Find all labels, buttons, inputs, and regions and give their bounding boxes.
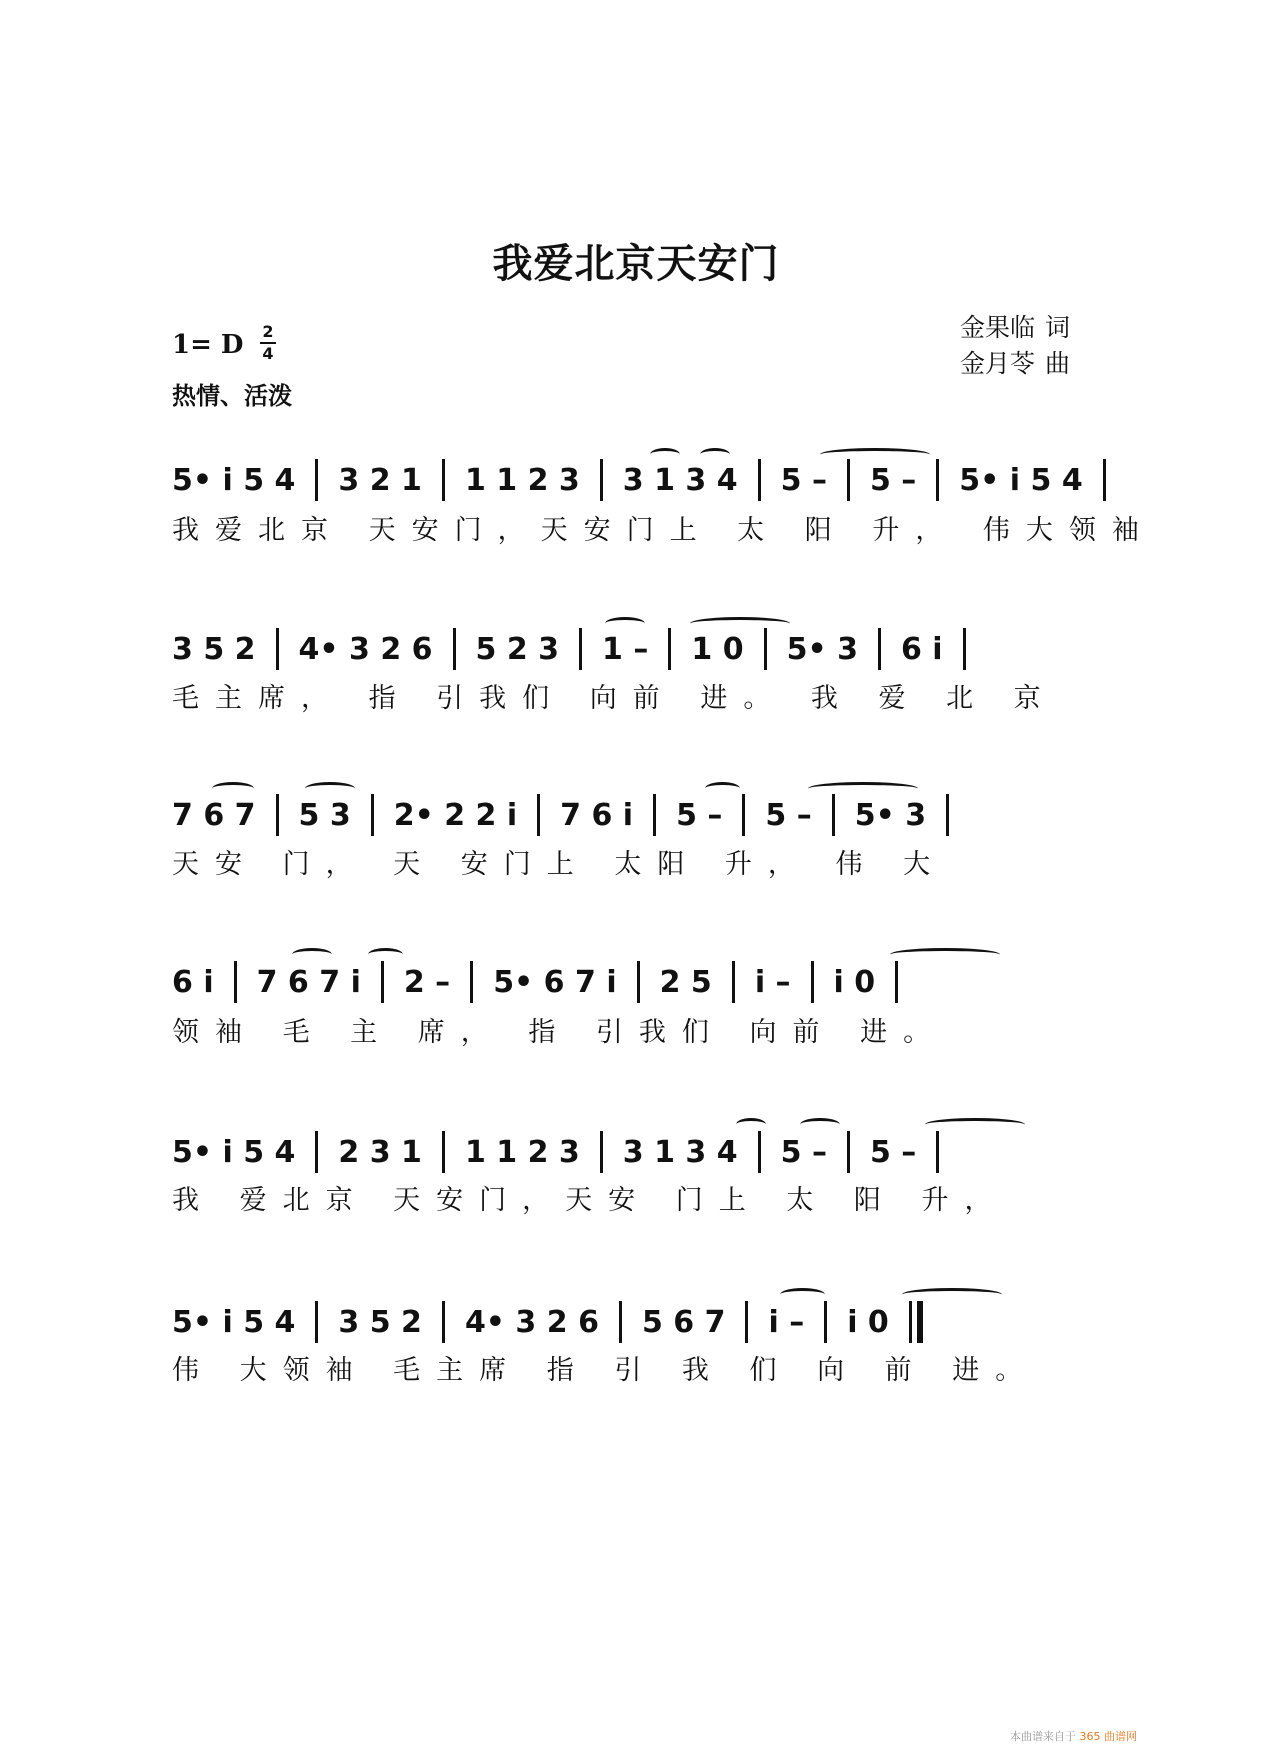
lyricist-credit bbox=[960, 310, 1190, 346]
key-signature: 1= D bbox=[172, 330, 244, 360]
barline bbox=[832, 794, 835, 836]
time-signature bbox=[260, 323, 276, 363]
barline bbox=[453, 628, 456, 670]
barline bbox=[936, 1131, 939, 1173]
notes-row bbox=[172, 793, 1112, 837]
barline bbox=[653, 794, 656, 836]
composer-role: 曲 bbox=[1045, 349, 1071, 378]
measure: i 0 bbox=[833, 964, 876, 1000]
measure: 2 3 1 bbox=[338, 1134, 422, 1170]
lyricist-name: 金果临 bbox=[960, 313, 1036, 342]
measure: 5• i 5 4 bbox=[959, 462, 1083, 498]
barline bbox=[936, 459, 939, 501]
notes-row bbox=[172, 458, 1112, 502]
lyrics-row: 毛主席， 指 引我们 向前 进。 我 爱 北 京 bbox=[172, 683, 1057, 714]
barline bbox=[745, 1301, 748, 1343]
slur-mark bbox=[820, 448, 930, 461]
measure: 1 – bbox=[602, 631, 649, 667]
measure: 6 i bbox=[172, 964, 214, 1000]
measure: 5 – bbox=[869, 1134, 917, 1170]
measure: 3 1 3 4 bbox=[622, 1134, 738, 1170]
measure: 1 1 2 3 bbox=[464, 1134, 580, 1170]
measure: 3 1 3 4 bbox=[622, 462, 738, 498]
barline bbox=[637, 961, 640, 1003]
slur-mark bbox=[705, 782, 740, 795]
notes-row bbox=[172, 960, 1112, 1004]
barline bbox=[758, 1131, 761, 1173]
credits bbox=[960, 310, 1190, 382]
barline bbox=[764, 628, 767, 670]
final-barline bbox=[909, 1301, 923, 1343]
measure: 5• i 5 4 bbox=[172, 1134, 296, 1170]
watermark-accent: 365 曲谱网 bbox=[1079, 1730, 1137, 1743]
barline bbox=[811, 961, 814, 1003]
measure: 7 6 7 bbox=[172, 797, 256, 833]
barline bbox=[847, 459, 850, 501]
measure: 5• i 5 4 bbox=[172, 1304, 296, 1340]
barline bbox=[878, 628, 881, 670]
slur-mark bbox=[305, 782, 355, 795]
composer-credit bbox=[960, 346, 1190, 382]
barline bbox=[234, 961, 237, 1003]
barline bbox=[381, 961, 384, 1003]
barline bbox=[315, 1131, 318, 1173]
slur-mark bbox=[925, 1118, 1025, 1131]
barline bbox=[847, 1131, 850, 1173]
barline bbox=[315, 1301, 318, 1343]
barline bbox=[537, 794, 540, 836]
barline bbox=[963, 628, 966, 670]
measure: 3 5 2 bbox=[172, 631, 256, 667]
barline bbox=[442, 1301, 445, 1343]
watermark-text: 本曲谱来自于 bbox=[1010, 1730, 1076, 1743]
measure: 5 – bbox=[765, 797, 812, 833]
slur-mark bbox=[902, 1288, 1002, 1301]
slur-mark bbox=[700, 448, 730, 461]
measure: 5 2 3 bbox=[475, 631, 560, 667]
slur-mark bbox=[736, 1118, 766, 1131]
watermark bbox=[1010, 1728, 1137, 1744]
notes-row bbox=[172, 1130, 1112, 1174]
measure: 5• 6 7 i bbox=[493, 964, 617, 1000]
measure: i – bbox=[754, 964, 791, 1000]
barline bbox=[742, 794, 745, 836]
measure: 5 – bbox=[780, 1134, 827, 1170]
notes-row bbox=[172, 1300, 1112, 1344]
composer-name: 金月苓 bbox=[960, 349, 1036, 378]
measure: 5• 3 bbox=[786, 631, 858, 667]
barline bbox=[824, 1301, 827, 1343]
barline bbox=[619, 1301, 622, 1343]
measure: 1 0 bbox=[691, 631, 744, 667]
slur-mark bbox=[808, 782, 918, 795]
barline bbox=[579, 628, 582, 670]
measure: 5 – bbox=[869, 462, 917, 498]
slur-mark bbox=[890, 948, 1000, 961]
lyrics-row: 领袖 毛 主 席， 指 引我们 向前 进。 bbox=[172, 1017, 947, 1048]
measure: 1 1 2 3 bbox=[464, 462, 580, 498]
lyricist-role: 词 bbox=[1045, 313, 1071, 342]
slur-mark bbox=[780, 1288, 825, 1301]
measure: 5 – bbox=[676, 797, 723, 833]
measure: 4• 3 2 6 bbox=[298, 631, 433, 667]
barline bbox=[276, 794, 279, 836]
measure: 5 6 7 bbox=[641, 1304, 726, 1340]
barline bbox=[442, 1131, 445, 1173]
notes-row bbox=[172, 627, 1112, 671]
slur-mark bbox=[368, 948, 403, 961]
barline bbox=[600, 1131, 603, 1173]
measure: 3 2 1 bbox=[338, 462, 422, 498]
barline bbox=[371, 794, 374, 836]
measure: 2 5 bbox=[659, 964, 712, 1000]
lyrics-row: 我爱北京 天安门，天安门上 太 阳 升， 伟大领袖 bbox=[172, 515, 1155, 546]
slur-mark bbox=[212, 782, 254, 795]
slur-mark bbox=[690, 617, 790, 630]
time-denominator: 4 bbox=[262, 344, 274, 363]
lyrics-row: 我 爱北京 天安门，天安 门上 太 阳 升， bbox=[172, 1185, 1008, 1216]
tempo-marking: 热情、活泼 bbox=[172, 382, 292, 410]
barline bbox=[1103, 459, 1106, 501]
lyrics-row: 天安 门， 天 安门上 太阳 升， 伟 大 bbox=[172, 849, 947, 880]
slur-mark bbox=[800, 1118, 840, 1131]
page-title: 我爱北京天安门 bbox=[492, 240, 780, 287]
barline bbox=[315, 459, 318, 501]
measure: 4• 3 2 6 bbox=[464, 1304, 599, 1340]
measure: 6 i bbox=[900, 631, 943, 667]
slur-mark bbox=[650, 448, 680, 461]
barline bbox=[470, 961, 473, 1003]
measure: 3 5 2 bbox=[338, 1304, 422, 1340]
time-numerator: 2 bbox=[262, 322, 274, 341]
lyrics-row: 伟 大领袖 毛主席 指 引 我 们 向 前 进。 bbox=[172, 1355, 1039, 1386]
measure: i 0 bbox=[847, 1304, 889, 1340]
barline bbox=[442, 459, 445, 501]
measure: 5 – bbox=[780, 462, 827, 498]
slur-mark bbox=[292, 948, 332, 961]
measure: 5• 3 bbox=[854, 797, 927, 833]
barline bbox=[758, 459, 761, 501]
measure: 7 6 i bbox=[560, 797, 634, 833]
measure: 5 3 bbox=[298, 797, 351, 833]
barline bbox=[668, 628, 671, 670]
measure: 5• i 5 4 bbox=[172, 462, 296, 498]
slur-mark bbox=[605, 617, 645, 630]
measure: 2• 2 2 i bbox=[393, 797, 518, 833]
barline bbox=[276, 628, 279, 670]
barline bbox=[895, 961, 898, 1003]
measure: 2 – bbox=[403, 964, 451, 1000]
measure: i – bbox=[768, 1304, 805, 1340]
measure: 7 6 7 i bbox=[256, 964, 361, 1000]
barline bbox=[732, 961, 735, 1003]
barline bbox=[600, 459, 603, 501]
barline bbox=[946, 794, 949, 836]
